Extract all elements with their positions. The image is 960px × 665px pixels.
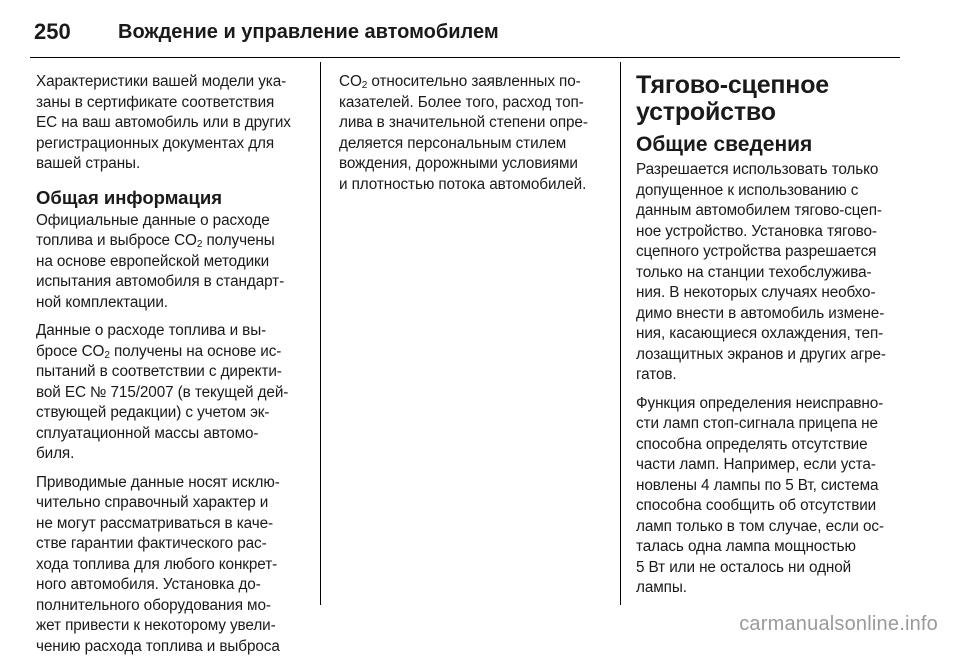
running-title: Вождение и управление автомобилем xyxy=(118,20,499,43)
paragraph-towbar-usage: Разрешается использовать только допущенное к использованию с данным автомобилем тягово-сцеп- ное устройство. Установка тягово- сцепного устройства разрешается только на станции техобслужива- ния. В некоторых случаях необхо- димо внести в автомобиль измене- ния, касающиеся охлаждения, теп- лозащитных экранов и других агре- гатов. xyxy=(636,161,886,383)
column-1 xyxy=(36,72,318,665)
paragraph-directive: Данные о расходе топлива и вы- бросе $CO_2$ получены на основе ис- пытаний в соответствии с директи- вой ЕС № 715/2007 (в текущей дей- ствующей редакции) с учетом эк- сплуатационной массы автомо- биля. xyxy=(36,322,289,462)
watermark-link[interactable]: carmanualsonline.info xyxy=(739,613,938,635)
page-number: 250 xyxy=(34,19,71,44)
column-2 xyxy=(339,72,607,203)
column-divider-1 xyxy=(320,62,321,605)
paragraph-reference-data: Приводимые данные носят исклю- чительно справочный характер и не могут рассматриваться в каче- стве гарантии фактического рас- хода топлива для любого конкрет- ного автомобиля. Установка до- полнительного оборудования мо- жет привести к некоторому увели- чению расхода топлива и выброса xyxy=(36,473,280,655)
paragraph-official-data: Официальные данные о расходе топлива и выбросе $CO_2$ получены на основе европейской методики испытания автомобиля в стандарт- ной комплектации. xyxy=(36,211,285,311)
page-header xyxy=(34,14,914,50)
column-divider-2 xyxy=(620,62,621,605)
column-3 xyxy=(636,72,902,607)
intro-paragraph: Характеристики вашей модели ука- заны в сертификате соответствия ЕС на ваш автомобиль или в других регистрационных документах для вашей страны. xyxy=(36,73,291,172)
paragraph-continued: $CO_2$ относительно заявленных по- казателей. Более того, расход топ- лива в значительной степени опре- деляется персональным стилем вождения, дорожными условиями и плотностью потока автомобилей. xyxy=(339,73,588,193)
section-title-towbar: Тягово-сцепное устройство xyxy=(636,71,829,126)
paragraph-lamp-detection: Функция определения неисправно- сти ламп стоп-сигнала прицепа не способна определять отсутствие части ламп. Например, если уста- новлены 4 лампы по 5 Вт, система способна сообщить об отсутствии ламп только в том случае, если ос- талась одна лампа мощностью 5 Вт или не осталось ни одной лампы. xyxy=(636,394,884,596)
heading-general-info: Общая информация xyxy=(36,186,222,208)
header-rule xyxy=(30,57,900,58)
heading-general-notes: Общие сведения xyxy=(636,133,813,156)
